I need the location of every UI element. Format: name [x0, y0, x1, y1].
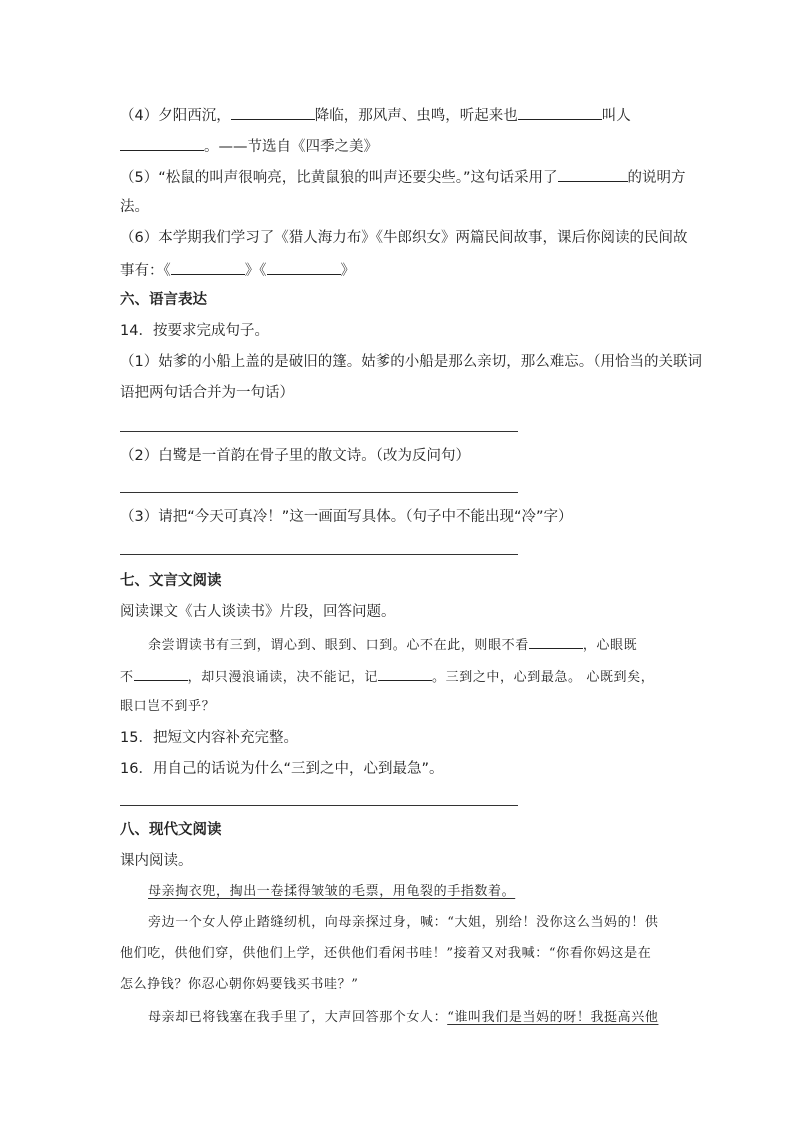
q13-item4-text: 。——节选自《四季之美》 — [204, 139, 378, 155]
reading-line-1 — [148, 882, 515, 902]
q14-item1-line2: 语把两句话合并为一句话） — [120, 385, 294, 401]
section-heading-8: 八、现代文阅读 — [120, 822, 222, 838]
q13-item6-line2 — [120, 259, 355, 281]
q13-item6-line1: （6）本学期我们学习了《猎人海力布》《牛郎织女》两篇民间故事，课后你阅读的民间故 — [120, 230, 688, 246]
reading-line-5 — [148, 1008, 658, 1028]
q13-item6-text: 》 — [340, 263, 355, 279]
q13-item5-text: （5）“松鼠的叫声很响亮，比黄鼠狼的叫声还要尖些。”这句话采用了 — [120, 170, 558, 186]
reading-line-4: 怎么挣钱？你忍心朝你妈要钱买书哇？” — [120, 977, 359, 992]
q14-item3: （3）请把“今天可真冷！”这一画面写具体。（句子中不能出现“冷”字） — [120, 509, 573, 525]
q13-item4-line1 — [120, 104, 631, 126]
q13-item4-text: 降临，那风声、虫鸣，听起来也 — [314, 108, 518, 124]
classical-line-1 — [148, 633, 637, 656]
q14-title: 14．按要求完成句子。 — [120, 323, 269, 339]
blank-c3[interactable] — [378, 665, 432, 681]
classical-line-2 — [120, 665, 654, 688]
reading-line-2: 旁边一个女人停止踏缝纫机，向母亲探过身，喊：“大姐，别给！没你这么当妈的！供 — [148, 915, 659, 930]
s8-intro: 课内阅读。 — [120, 853, 193, 869]
classical-text: ，却只漫浪诵读，决不能记，记 — [187, 670, 379, 685]
blank-4a[interactable] — [231, 104, 315, 120]
q13-item4-text: （4）夕阳西沉， — [120, 108, 231, 124]
section-heading-6: 六、语言表达 — [120, 292, 207, 308]
answer-line-q14-2[interactable] — [120, 492, 518, 493]
reading-line-3: 他们吃，供他们穿，供他们上学，还供他们看闲书哇！”接着又对我喊：“你看你妈这是在 — [120, 946, 652, 961]
section-heading-7: 七、文言文阅读 — [120, 573, 222, 589]
q13-item5-line2: 法。 — [120, 199, 149, 215]
classical-text: ，心眼既 — [582, 638, 638, 653]
blank-c2[interactable] — [134, 665, 188, 681]
q15: 15．把短文内容补充完整。 — [120, 730, 298, 746]
q13-item5-text: 的说明方 — [627, 170, 686, 186]
blank-5[interactable] — [558, 166, 628, 182]
blank-6a[interactable] — [171, 259, 245, 275]
underlined-sentence: 母亲掏衣兜，掏出一卷揉得皱皱的毛票，用龟裂的手指数着。 — [148, 884, 516, 899]
q13-item6-text: 事有：《 — [120, 263, 171, 279]
classical-line-3: 眼口岂不到乎？ — [120, 699, 216, 714]
classical-text: 不 — [120, 670, 134, 685]
q13-item4-line2 — [120, 135, 378, 157]
q13-item5-line1 — [120, 166, 686, 188]
underlined-sentence: “谁叫我们是当妈的呀！我挺高兴他 — [447, 1010, 659, 1025]
blank-4c[interactable] — [120, 135, 204, 151]
q13-item6-text: 》《 — [244, 263, 267, 279]
s7-intro: 阅读课文《古人谈读书》片段，回答问题。 — [120, 604, 396, 620]
q16: 16．用自己的话说为什么“三到之中，心到最急”。 — [120, 761, 444, 777]
answer-line-q14-1[interactable] — [120, 431, 518, 432]
blank-c1[interactable] — [529, 633, 583, 649]
q14-item2: （2）白鹭是一首韵在骨子里的散文诗。（改为反问句） — [120, 448, 470, 464]
blank-4b[interactable] — [518, 104, 602, 120]
answer-line-q16[interactable] — [120, 805, 518, 806]
blank-6b[interactable] — [267, 259, 341, 275]
q13-item4-text: 叫人 — [601, 108, 631, 124]
reading-text: 母亲却已将钱塞在我手里了，大声回答那个女人： — [148, 1010, 448, 1025]
classical-text: 余尝谓读书有三到，谓心到、眼到、口到。心不在此，则眼不看 — [148, 638, 529, 653]
q14-item1-line1: （1）姑爹的小船上盖的是破旧的篷。姑爹的小船是那么亲切，那么难忘。（用恰当的关联词 — [120, 354, 702, 370]
classical-text: 。三到之中，心到最急。 心既到矣， — [432, 670, 655, 685]
answer-line-q14-3[interactable] — [120, 554, 518, 555]
